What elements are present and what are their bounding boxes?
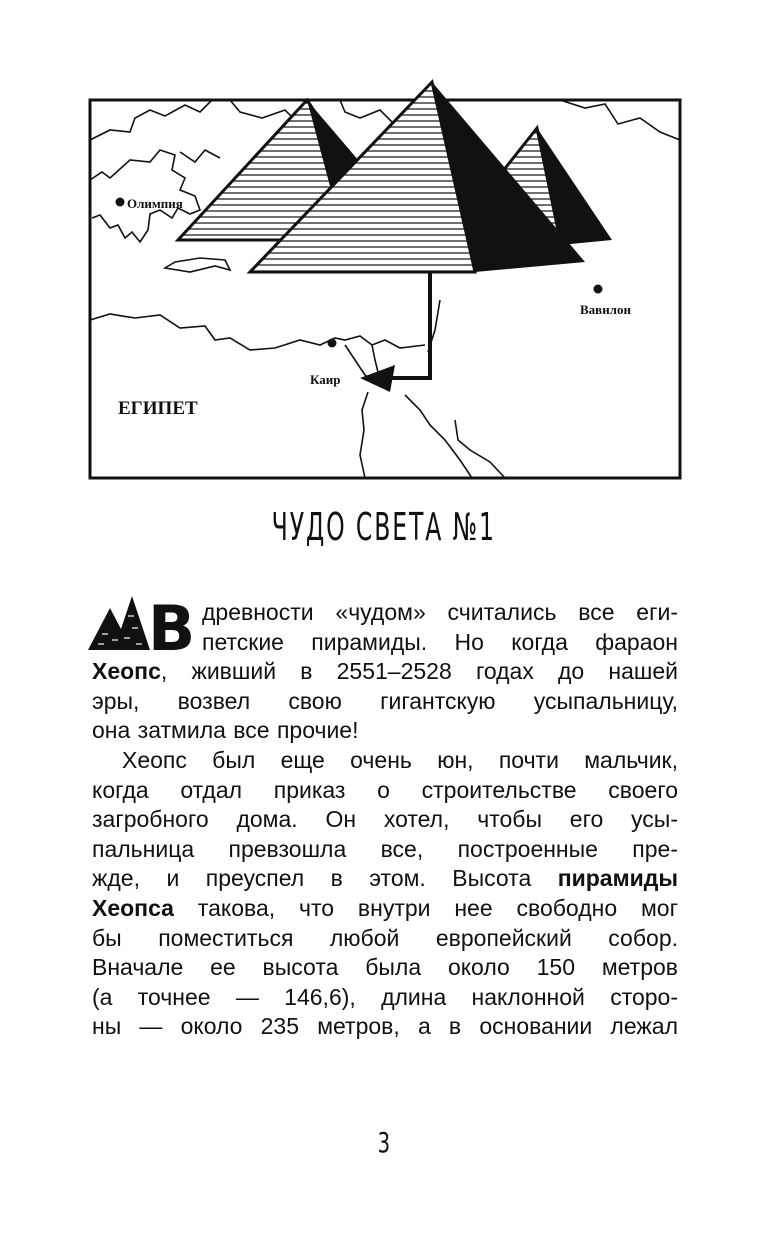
text-segment: загробного дома. Он хотел, чтобы его усы- [92,806,678,833]
text-line [92,864,678,894]
bold-term: Хеопса [92,894,174,921]
text-line [92,776,678,806]
text-segment: бы поместиться любой европейский собор. [92,924,678,951]
text-line [92,687,678,717]
text-segment: жде, и преуспел в этом. Высота [92,865,558,892]
text-line [92,805,678,835]
drop-cap-letter: В [148,592,196,665]
page-number-text: 3 [377,1126,391,1159]
text-line [92,657,678,687]
chapter-title-text: ЧУДО СВЕТА №1 [271,505,497,549]
text-segment: она затмила все прочие! [92,717,359,744]
label-egypt: ЕГИПЕТ [118,398,198,419]
text-line [92,924,678,954]
bold-term: Хеопс [92,658,161,685]
text-line [92,953,678,983]
text-segment: когда отдал приказ о строительстве своего [92,776,678,803]
text-segment: , живший в 2551–2528 годах до нашей [160,658,678,685]
label-olympia: Олимпия [127,196,183,211]
label-cairo: Каир [310,372,341,387]
text-segment: пальница превзошла все, построенные пре- [92,835,678,862]
page-number [0,1126,768,1159]
text-segment: (а точнее — 146,6), длина наклонной сторо- [92,983,678,1010]
text-segment: ны — около 235 метров, а в основании лежал [92,1013,678,1040]
alexandria-dot [328,339,337,348]
text-line [92,1012,678,1042]
olympia-dot [116,198,125,207]
label-babylon: Вавилон [580,302,631,317]
text-line [92,746,678,776]
body-text [92,598,678,1042]
text-line [92,598,678,628]
text-line [92,628,678,658]
bold-term: пирамиды [557,865,678,892]
text-line [92,894,678,924]
text-segment: петские пирамиды. Но когда фараон [202,628,678,655]
text-segment: такова, что внутри нее свободно мог [173,894,678,921]
cairo-dot [376,375,385,384]
text-segment: Хеопс был еще очень юн, почти мальчик, [122,746,678,773]
chapter-title [0,505,768,549]
babylon-dot [594,285,603,294]
text-line [92,983,678,1013]
text-segment: древности «чудом» считались все еги- [202,599,678,625]
text-segment: Вначале ее высота была около 150 метров [92,954,678,981]
map-illustration [0,0,768,500]
text-line [92,716,678,746]
text-line [92,835,678,865]
text-segment: эры, возвел свою гигантскую усыпальницу, [92,687,678,714]
